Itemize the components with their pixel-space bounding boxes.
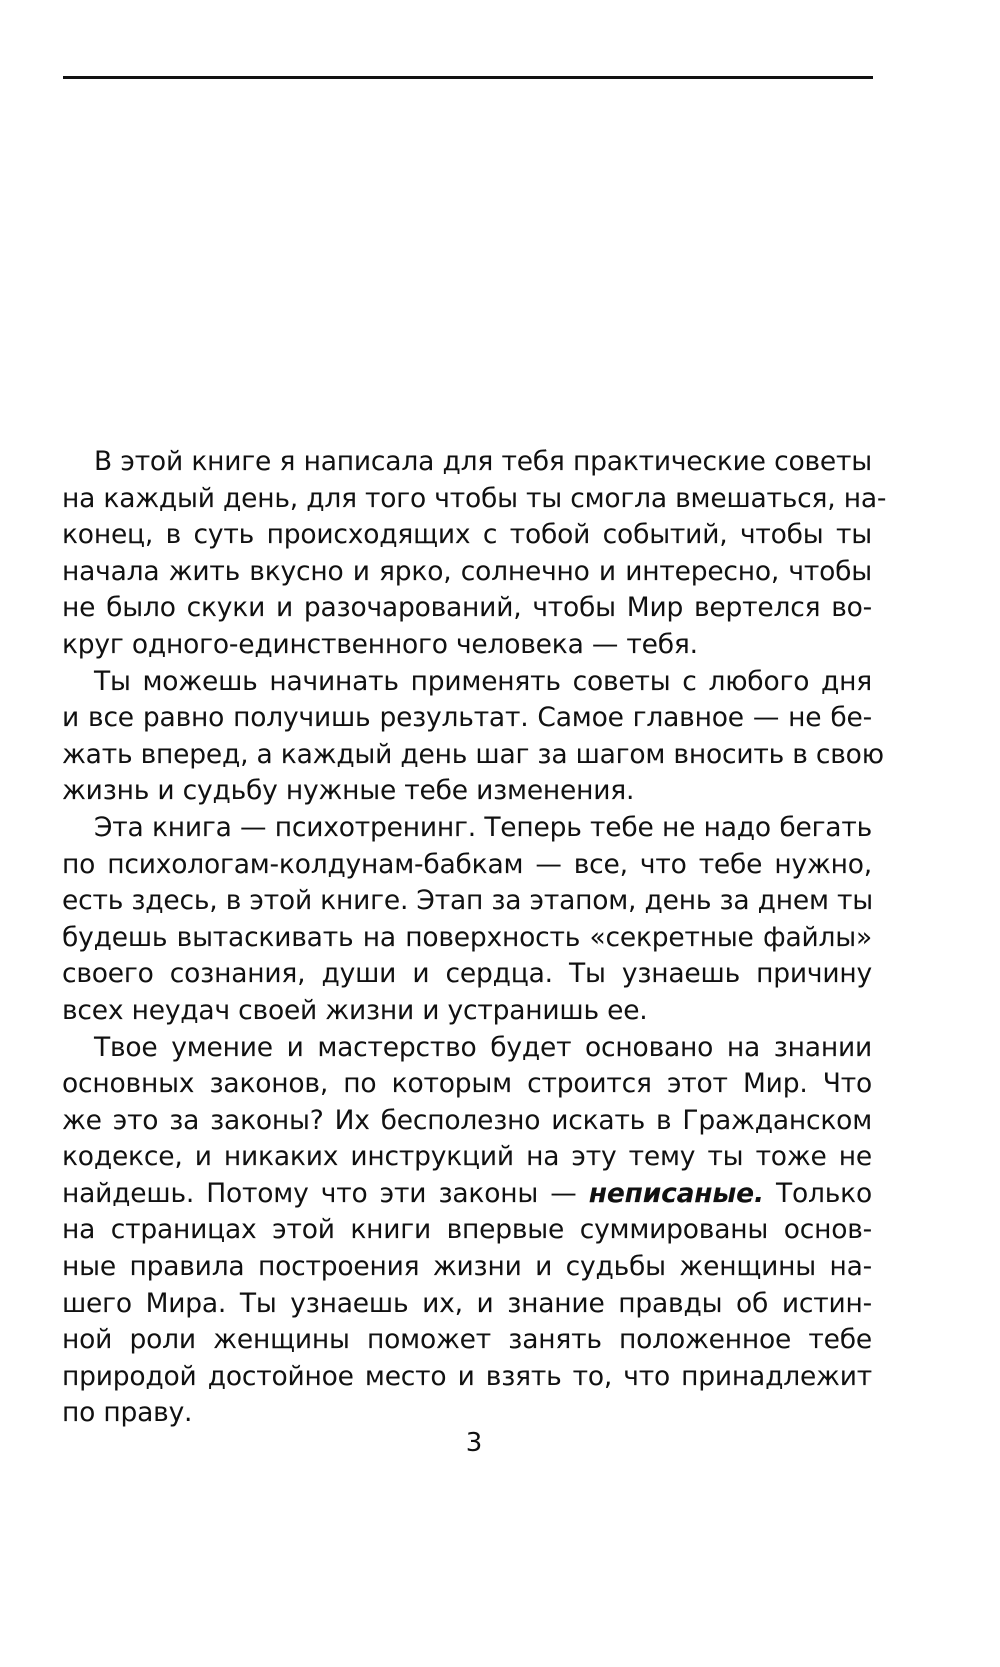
text-line: Ты можешь начинать применять советы с любого дня — [94, 665, 872, 697]
header-rule — [63, 76, 873, 79]
paragraph-3 — [62, 810, 872, 1030]
text-line: круг одного-единственного человека — тебя. — [62, 628, 698, 660]
text-line: природой достойное место и взять то, что принадлежит — [62, 1360, 872, 1392]
text-line: ной роли женщины поможет занять положенное тебе — [62, 1324, 872, 1356]
text-line: по праву. — [62, 1397, 193, 1429]
text-line: конец, в суть происходящих с тобой событий, чтобы ты — [62, 519, 872, 551]
text-line: жать вперед, а каждый день шаг за шагом вносить в свою — [62, 738, 884, 770]
paragraph-1 — [62, 444, 887, 664]
text-line: шего Мира. Ты узнаешь их, и знание правды об истин- — [62, 1287, 872, 1319]
text-line: по психологам-колдунам-бабкам — все, что тебе нужно, — [62, 848, 872, 880]
text-line: на страницах этой книги впервые суммированы основ- — [62, 1214, 872, 1246]
emphasized-word: неписаные. — [588, 1177, 764, 1209]
text-line: Эта книга — психотренинг. Теперь тебе не надо бегать — [94, 811, 872, 843]
text-line: есть здесь, в этой книге. Этап за этапом, день за днем ты — [62, 885, 873, 917]
text-line: основных законов, по которым строится этот Мир. Что — [62, 1068, 872, 1100]
text-line: В этой книге я написала для тебя практические советы — [94, 446, 872, 477]
text-line: и все равно получишь результат. Самое главное — не бе- — [62, 702, 872, 734]
paragraph-4 — [62, 1030, 872, 1433]
text-line: не было скуки и разочарований, чтобы Мир вертелся во- — [62, 592, 872, 624]
body-text — [62, 444, 887, 1432]
line-text-after: Только — [763, 1177, 872, 1209]
text-line: же это за законы? Их бесполезно искать в Гражданском — [62, 1104, 872, 1136]
paragraph-2 — [62, 664, 884, 810]
text-line: своего сознания, души и сердца. Ты узнаешь причину — [62, 958, 872, 990]
text-line-with-emphasis — [62, 1176, 872, 1213]
page-number-text: 3 — [465, 1428, 483, 1458]
text-line: будешь вытаскивать на поверхность «секретные файлы» — [62, 921, 872, 953]
text-line: кодексе, и никаких инструкций на эту тему ты тоже не — [62, 1141, 872, 1173]
text-line: жизнь и судьбу нужные тебе изменения. — [62, 775, 635, 807]
page-number — [0, 1428, 1000, 1458]
text-line: начала жить вкусно и ярко, солнечно и интересно, чтобы — [62, 555, 872, 587]
line-text-before: найдешь. Потому что эти законы — — [62, 1177, 589, 1209]
text-line: всех неудач своей жизни и устранишь ее. — [62, 994, 648, 1026]
text-line: на каждый день, для того чтобы ты смогла вмешаться, на- — [62, 482, 887, 514]
text-line: Твое умение и мастерство будет основано на знании — [94, 1031, 872, 1063]
text-line: ные правила построения жизни и судьбы женщины на- — [62, 1251, 872, 1283]
